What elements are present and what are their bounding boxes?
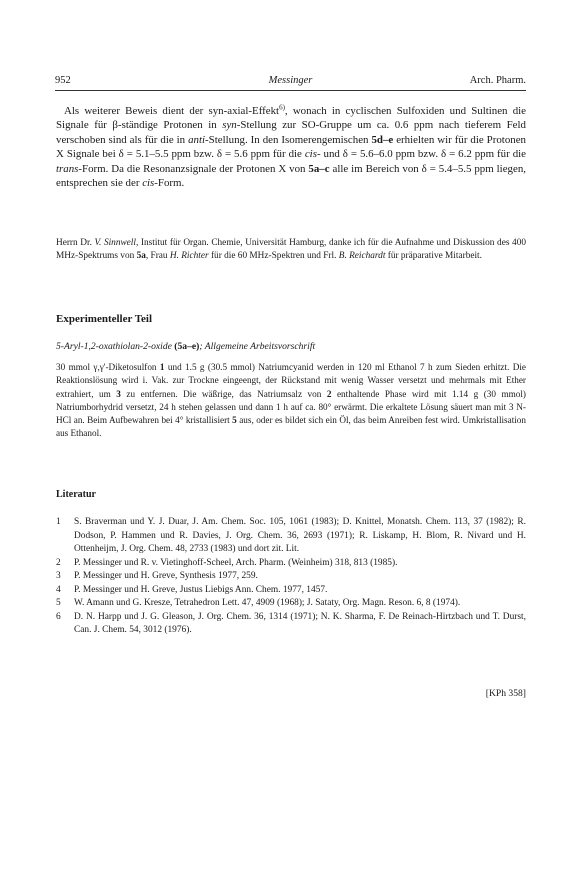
acknowledgement (56, 237, 526, 264)
text-run: 5-Aryl-1,2-oxathiolan-2-oxide (56, 341, 175, 352)
text-run: zu entfernen. Die wäßrige, das Natriumsalz von (120, 388, 327, 399)
journal-name: Arch. Pharm. (469, 75, 526, 86)
reference-number: 2 (56, 557, 61, 568)
text-run: erhielten wir für die Protonen X Signale bei δ = 5.1–5.5 ppm bzw. δ = 5.6 ppm für die (56, 133, 527, 161)
text-run: , wonach in cyclischen Sulfoxiden und Sultinen die Signale für β-ständige Protonen in (56, 105, 527, 132)
compound-ref: (5a–e) (174, 341, 200, 352)
italic-run: cis (304, 148, 317, 161)
reference-item (56, 584, 526, 598)
reference-number: 3 (56, 571, 61, 581)
reference-text: P. Messinger und R. v. Vietinghoff-Scheel, Arch. Pharm. (Weinheim) 318, 813 (1985). (74, 557, 398, 568)
person-name: B. Reichardt (338, 251, 386, 262)
person-name: V. Sinnwell (94, 238, 136, 248)
compound-ref: 5a–c (308, 162, 330, 175)
reference-item (56, 516, 526, 557)
text-run: -Stellung zur SO-Gruppe um ca. 0.6 ppm nach tieferem Feld verschoben sind als für die in (56, 119, 526, 146)
text-run: , Frau (145, 251, 170, 262)
compound-ref: 5 (232, 415, 237, 426)
compound-ref: 3 (116, 388, 121, 399)
reference-item (56, 570, 526, 584)
reference-text: W. Amann und G. Kresze, Tetrahedron Lett. 47, 4909 (1968); J. Sataty, Org. Magn. Reson. 6, 8 (1974). (74, 598, 461, 608)
text-run: -Form. (154, 177, 185, 190)
text-run: alle im Bereich von δ = 5.4–5.5 ppm liegen, entsprechen sie der (56, 162, 526, 190)
text-run: und 1.5 g (30.5 mmol) Natriumcyanid werden in 120 ml Ethanol 7 h zum Sieden erhitzt. Die Reaktionslösung wird i. Vak. zur Trockne eingeengt, der Rückstand mit wenig Wasser versetzt und mehrmals mit Ether extrahiert, um (56, 362, 526, 399)
running-header (55, 70, 526, 91)
reference-list (56, 516, 526, 638)
reference-number: 1 (56, 517, 61, 527)
italic-run: trans (56, 162, 79, 175)
text-run: -Stellung. In den Isomerengemischen (205, 133, 372, 146)
page-number: 952 (55, 75, 71, 86)
compound-ref: 5a (136, 251, 146, 262)
reference-text: D. N. Harpp und J. G. Gleason, J. Org. Chem. 36, 1314 (1971); N. K. Sharma, F. De Reinach-Hirtzbach und T. Durst, Can. J. Chem. 54, 3012 (1976). (74, 611, 526, 635)
person-name: H. Richter (169, 251, 209, 262)
reference-number: 4 (56, 584, 61, 595)
reference-item (56, 557, 526, 571)
compound-ref: 2 (326, 388, 332, 399)
manuscript-code: [KPh 358] (485, 688, 526, 699)
compound-ref: 5d–e (371, 133, 394, 146)
text-run: für die 60 MHz-Spektren und Frl. (208, 251, 339, 262)
running-author: Messinger (268, 75, 313, 86)
section-heading: Experimenteller Teil (56, 313, 153, 325)
reference-text: P. Messinger und H. Greve, Justus Liebigs Ann. Chem. 1977, 1457. (74, 584, 328, 595)
text-run: für präparative Mitarbeit. (385, 251, 482, 262)
italic-run: anti (188, 133, 206, 146)
compound-ref: 1 (159, 362, 165, 372)
experimental-paragraph (56, 361, 526, 441)
text-run: -Form. Da die Resonanzsignale der Protonen X von (78, 162, 309, 175)
text-run: 30 mmol γ,γ'-Diketosulfon (56, 362, 160, 372)
text-run: Herrn Dr. (56, 238, 95, 248)
literature-heading: Literatur (56, 489, 96, 500)
text-run: Als weiterer Beweis dient der syn-axial-Effekt (64, 105, 280, 117)
procedure-heading (56, 341, 526, 352)
italic-run: syn (222, 119, 237, 132)
reference-number: 5 (56, 598, 61, 608)
body-paragraph (56, 104, 526, 190)
reference-item (56, 611, 526, 638)
reference-text: S. Braverman und Y. J. Duar, J. Am. Chem. Soc. 105, 1061 (1983); D. Knittel, Monatsh. Chem. 113, 37 (1982); R. Dodson, P. Hammen und R. Davies, J. Org. Chem. 36, 2693 (1971); R. Liskamp, H. Blom, R. Nivard und H. Ottenheijm, J. Org. Chem. 48, 2733 (1983) und dort zit. Lit. (74, 517, 526, 554)
text-run: aus, oder es bildet sich ein Öl, das beim Anreiben fest wird. Umkristallisation aus Ethanol. (56, 415, 526, 439)
footnote-ref: 6) (279, 103, 285, 112)
text-run: - und δ = 5.6–6.0 ppm bzw. δ = 6.2 ppm für die (316, 148, 526, 161)
text-run: , Institut für Organ. Chemie, Universität Hamburg, danke ich für die Aufnahme und Diskussion des 400 MHz-Spektrums von (56, 238, 527, 262)
italic-run: cis (142, 177, 155, 190)
text-run: enthaltende Phase wird mit 1.14 g (30 mmol) Natriumborhydrid versetzt, 24 h stehen gelassen und dann 1 h auf ca. 80° erwärmt. Die erkaltete Lösung säuert man mit 3 N-HCl an. Beim Aufbewahren bei 4° kristallisiert (56, 388, 526, 426)
reference-text: P. Messinger und H. Greve, Synthesis 1977, 259. (74, 571, 258, 581)
reference-number: 6 (56, 611, 61, 622)
reference-item (56, 597, 526, 611)
text-run: ; Allgemeine Arbeitsvorschrift (199, 341, 316, 352)
